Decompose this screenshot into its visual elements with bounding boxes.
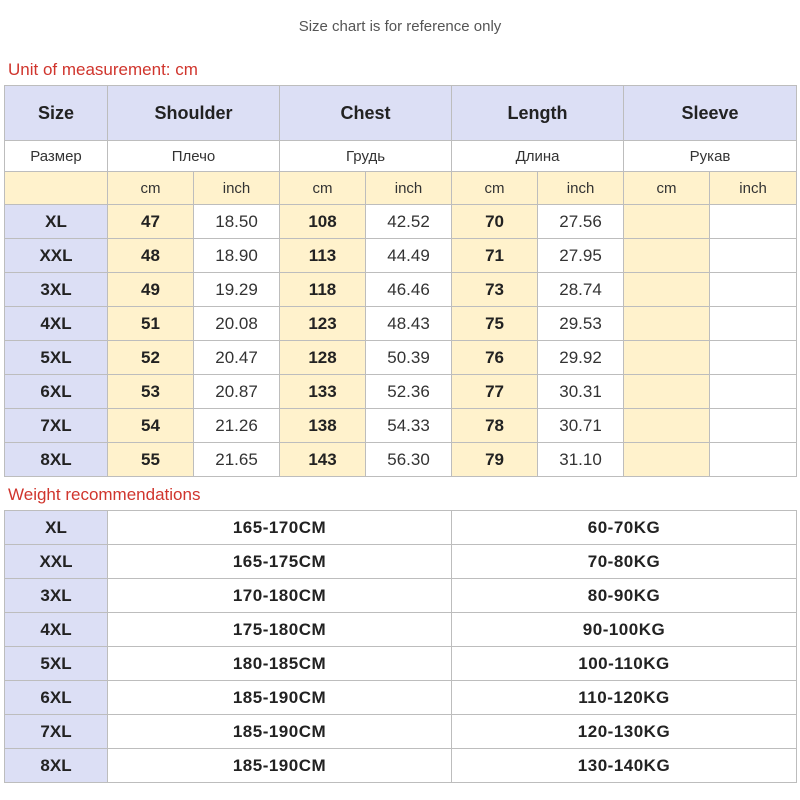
size-row [5, 205, 797, 239]
chest-inch-cell: 50.39 [366, 341, 452, 375]
length-cm-cell: 73 [452, 273, 538, 307]
length-inch-cell: 29.92 [538, 341, 624, 375]
size-chart-table [4, 85, 797, 477]
shoulder-inch-cell: 20.87 [194, 375, 280, 409]
length-inch-cell: 27.95 [538, 239, 624, 273]
length-cm-cell: 70 [452, 205, 538, 239]
chest-cm-cell: 128 [280, 341, 366, 375]
units-empty-cell [5, 172, 108, 205]
header-shoulder-ru: Плечо [108, 141, 280, 172]
weight-row [5, 545, 797, 579]
height-cell: 185-190CM [108, 681, 452, 715]
weight-row [5, 749, 797, 783]
length-inch-cell: 30.31 [538, 375, 624, 409]
sleeve-cm-cell [624, 239, 710, 273]
chest-cm-cell: 123 [280, 307, 366, 341]
unit-cm: cm [624, 172, 710, 205]
size-cell: XXL [5, 239, 108, 273]
length-cm-cell: 71 [452, 239, 538, 273]
header-size: Size [5, 86, 108, 141]
size-cell: 6XL [5, 375, 108, 409]
unit-cm: cm [280, 172, 366, 205]
weight-cell: 110-120KG [452, 681, 797, 715]
length-cm-cell: 75 [452, 307, 538, 341]
header-shoulder: Shoulder [108, 86, 280, 141]
units-row [5, 172, 797, 205]
sleeve-inch-cell [710, 205, 797, 239]
shoulder-inch-cell: 18.50 [194, 205, 280, 239]
weight-cell: 70-80KG [452, 545, 797, 579]
sleeve-inch-cell [710, 341, 797, 375]
weight-cell: 60-70KG [452, 511, 797, 545]
shoulder-cm-cell: 51 [108, 307, 194, 341]
unit-cm: cm [108, 172, 194, 205]
length-cm-cell: 79 [452, 443, 538, 477]
sleeve-inch-cell [710, 307, 797, 341]
weight-cell: 120-130KG [452, 715, 797, 749]
size-row [5, 443, 797, 477]
size-row [5, 273, 797, 307]
chest-cm-cell: 118 [280, 273, 366, 307]
shoulder-cm-cell: 52 [108, 341, 194, 375]
shoulder-inch-cell: 21.26 [194, 409, 280, 443]
weight-size-cell: 3XL [5, 579, 108, 613]
weight-row [5, 511, 797, 545]
shoulder-inch-cell: 18.90 [194, 239, 280, 273]
weight-row [5, 579, 797, 613]
shoulder-inch-cell: 19.29 [194, 273, 280, 307]
unit-inch: inch [366, 172, 452, 205]
size-cell: XL [5, 205, 108, 239]
chest-inch-cell: 56.30 [366, 443, 452, 477]
sleeve-cm-cell [624, 205, 710, 239]
unit-inch: inch [538, 172, 624, 205]
weight-size-cell: 8XL [5, 749, 108, 783]
header-row [5, 86, 797, 141]
sleeve-cm-cell [624, 341, 710, 375]
weight-size-cell: 7XL [5, 715, 108, 749]
weight-size-cell: XL [5, 511, 108, 545]
unit-inch: inch [194, 172, 280, 205]
length-inch-cell: 27.56 [538, 205, 624, 239]
chest-cm-cell: 113 [280, 239, 366, 273]
weight-cell: 100-110KG [452, 647, 797, 681]
length-inch-cell: 31.10 [538, 443, 624, 477]
weight-recommendations-title: Weight recommendations [8, 485, 201, 504]
chest-inch-cell: 42.52 [366, 205, 452, 239]
weight-row [5, 613, 797, 647]
length-cm-cell: 76 [452, 341, 538, 375]
length-inch-cell: 30.71 [538, 409, 624, 443]
length-cm-cell: 78 [452, 409, 538, 443]
size-row [5, 409, 797, 443]
sleeve-inch-cell [710, 273, 797, 307]
unit-cm: cm [452, 172, 538, 205]
unit-inch: inch [710, 172, 797, 205]
shoulder-cm-cell: 47 [108, 205, 194, 239]
length-inch-cell: 29.53 [538, 307, 624, 341]
size-row [5, 375, 797, 409]
shoulder-cm-cell: 49 [108, 273, 194, 307]
sleeve-inch-cell [710, 239, 797, 273]
weight-size-cell: 6XL [5, 681, 108, 715]
height-cell: 180-185CM [108, 647, 452, 681]
size-cell: 5XL [5, 341, 108, 375]
weight-cell: 90-100KG [452, 613, 797, 647]
length-cm-cell: 77 [452, 375, 538, 409]
header-sleeve-ru: Рукав [624, 141, 797, 172]
size-row [5, 307, 797, 341]
chest-inch-cell: 48.43 [366, 307, 452, 341]
size-cell: 8XL [5, 443, 108, 477]
size-row [5, 341, 797, 375]
sleeve-cm-cell [624, 307, 710, 341]
sleeve-cm-cell [624, 273, 710, 307]
chest-inch-cell: 44.49 [366, 239, 452, 273]
reference-note: Size chart is for reference only [298, 18, 502, 35]
sleeve-inch-cell [710, 375, 797, 409]
chest-cm-cell: 108 [280, 205, 366, 239]
shoulder-cm-cell: 54 [108, 409, 194, 443]
header-size-ru: Размер [5, 141, 108, 172]
size-row [5, 239, 797, 273]
chest-cm-cell: 143 [280, 443, 366, 477]
shoulder-cm-cell: 55 [108, 443, 194, 477]
header-chest-ru: Грудь [280, 141, 452, 172]
chest-inch-cell: 46.46 [366, 273, 452, 307]
header-length: Length [452, 86, 624, 141]
weight-row [5, 715, 797, 749]
chest-inch-cell: 52.36 [366, 375, 452, 409]
height-cell: 165-175CM [108, 545, 452, 579]
shoulder-inch-cell: 21.65 [194, 443, 280, 477]
shoulder-cm-cell: 53 [108, 375, 194, 409]
sleeve-inch-cell [710, 443, 797, 477]
header-sleeve: Sleeve [624, 86, 797, 141]
header-chest: Chest [280, 86, 452, 141]
chest-inch-cell: 54.33 [366, 409, 452, 443]
weight-size-cell: 4XL [5, 613, 108, 647]
height-cell: 175-180CM [108, 613, 452, 647]
height-cell: 170-180CM [108, 579, 452, 613]
chest-cm-cell: 133 [280, 375, 366, 409]
sleeve-cm-cell [624, 443, 710, 477]
sleeve-cm-cell [624, 409, 710, 443]
header-length-ru: Длина [452, 141, 624, 172]
weight-row [5, 647, 797, 681]
weight-recommendations-table [4, 510, 797, 783]
shoulder-cm-cell: 48 [108, 239, 194, 273]
length-inch-cell: 28.74 [538, 273, 624, 307]
unit-of-measurement-title: Unit of measurement: cm [8, 60, 198, 79]
height-cell: 185-190CM [108, 715, 452, 749]
weight-row [5, 681, 797, 715]
shoulder-inch-cell: 20.08 [194, 307, 280, 341]
weight-size-cell: XXL [5, 545, 108, 579]
weight-cell: 130-140KG [452, 749, 797, 783]
weight-cell: 80-90KG [452, 579, 797, 613]
weight-size-cell: 5XL [5, 647, 108, 681]
sleeve-inch-cell [710, 409, 797, 443]
shoulder-inch-cell: 20.47 [194, 341, 280, 375]
sleeve-cm-cell [624, 375, 710, 409]
russian-header-row [5, 141, 797, 172]
height-cell: 165-170CM [108, 511, 452, 545]
size-cell: 7XL [5, 409, 108, 443]
size-cell: 3XL [5, 273, 108, 307]
chest-cm-cell: 138 [280, 409, 366, 443]
size-cell: 4XL [5, 307, 108, 341]
height-cell: 185-190CM [108, 749, 452, 783]
